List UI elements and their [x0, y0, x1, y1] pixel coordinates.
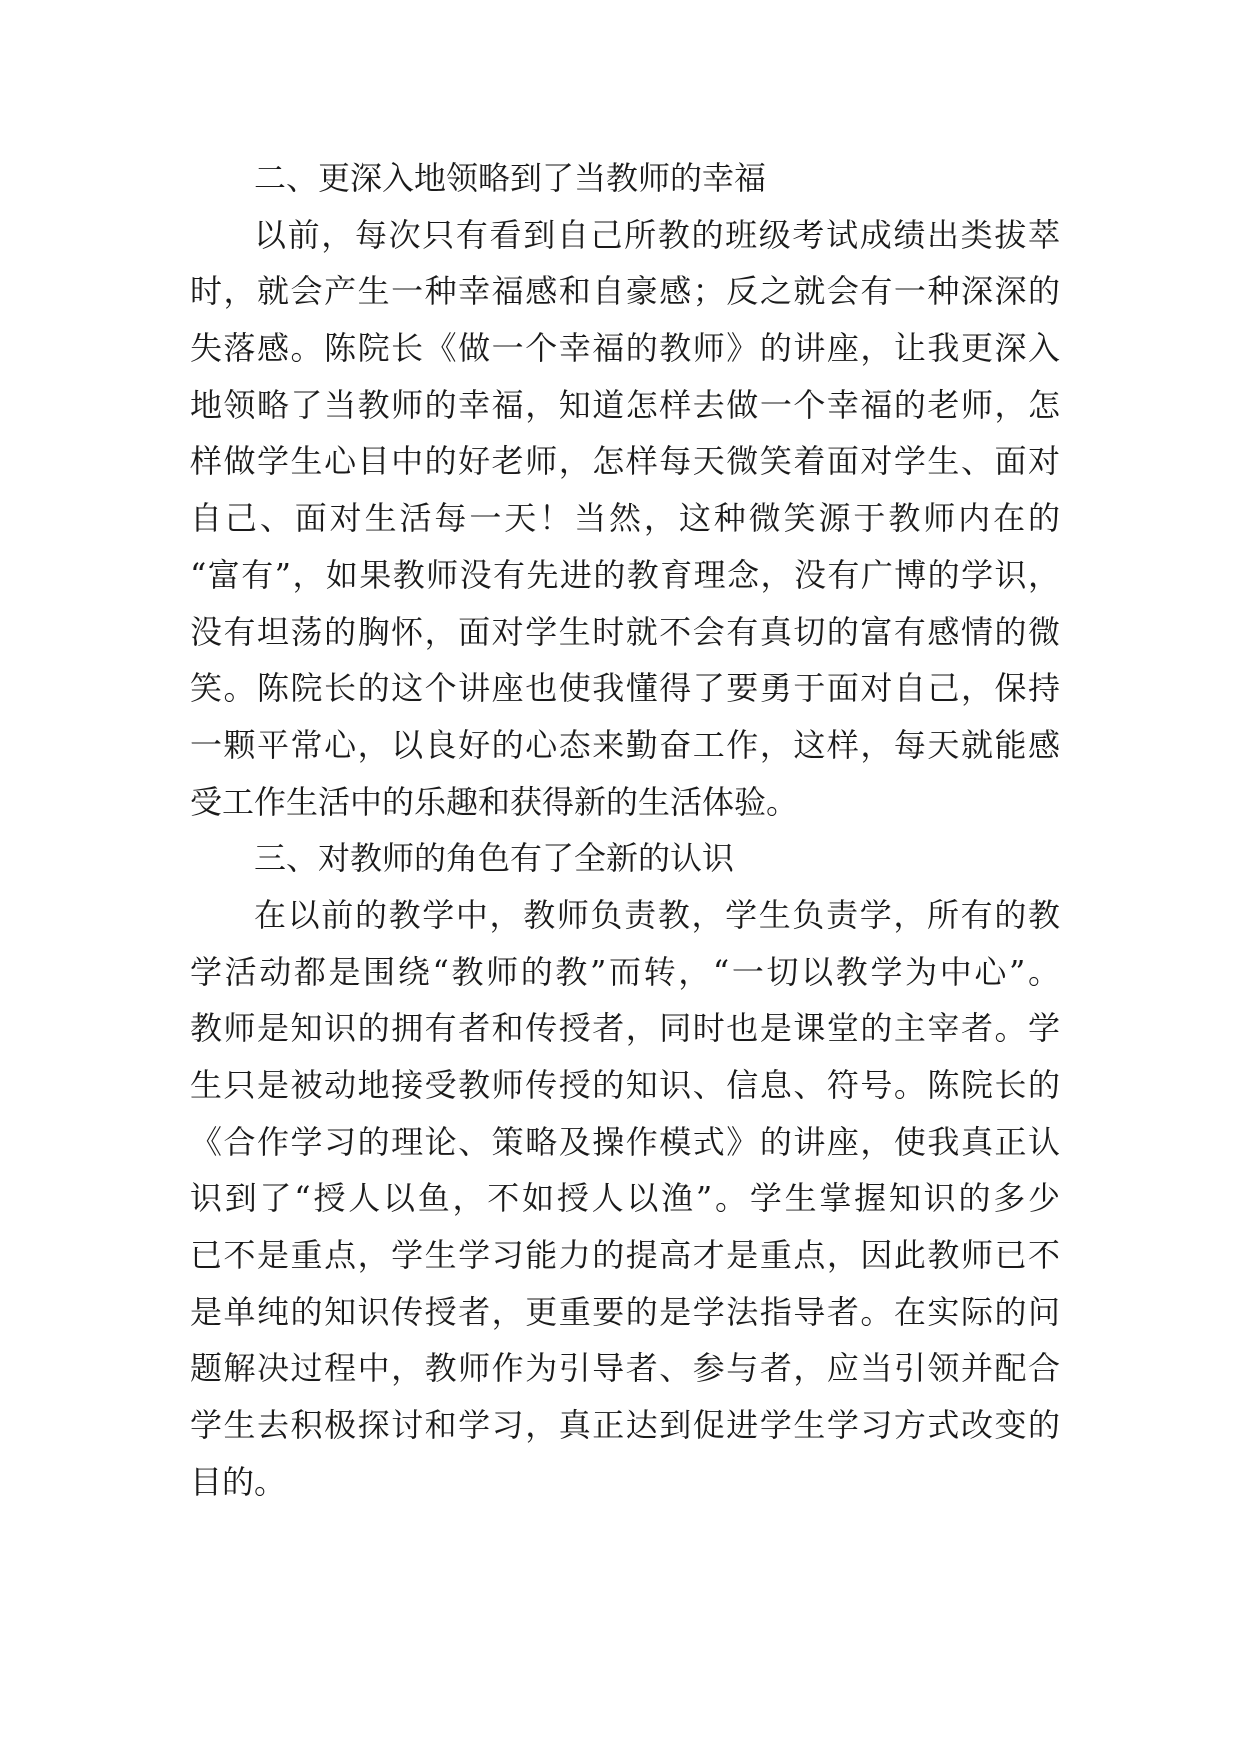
paragraph-line: “富有”，如果教师没有先进的教育理念，没有广博的学识，	[190, 555, 1060, 594]
paragraph-line: 是单纯的知识传授者，更重要的是学法指导者。在实际的问	[190, 1292, 1060, 1331]
paragraph-line: 样做学生心目中的好老师，怎样每天微笑着面对学生、面对	[190, 442, 1060, 481]
paragraph-line: 识到了“授人以鱼，不如授人以渔”。学生掌握知识的多少	[190, 1179, 1060, 1218]
paragraph-line: 目的。	[190, 1462, 287, 1501]
paragraph-line: 失落感。陈院长《做一个幸福的教师》的讲座，让我更深入	[190, 329, 1060, 368]
paragraph-line: 学活动都是围绕“教师的教”而转，“一切以教学为中心”。	[190, 952, 1060, 991]
paragraph-line: 没有坦荡的胸怀，面对学生时就不会有真切的富有感情的微	[190, 612, 1060, 651]
section-heading: 三、对教师的角色有了全新的认识	[254, 839, 735, 878]
paragraph-line: 在以前的教学中，教师负责教，学生负责学，所有的教	[254, 895, 1060, 934]
paragraph-line: 以前，每次只有看到自己所教的班级考试成绩出类拔萃	[254, 215, 1060, 254]
section-heading: 二、更深入地领略到了当教师的幸福	[254, 159, 767, 197]
paragraph-line: 已不是重点，学生学习能力的提高才是重点，因此教师已不	[190, 1236, 1060, 1275]
document-body	[190, 150, 1060, 1511]
paragraph-line: 受工作生活中的乐趣和获得新的生活体验。	[190, 782, 799, 821]
paragraph-line: 《合作学习的理论、策略及操作模式》的讲座，使我真正认	[190, 1122, 1060, 1161]
paragraph-line: 题解决过程中，教师作为引导者、参与者，应当引领并配合	[190, 1349, 1060, 1388]
paragraph-line: 时，就会产生一种幸福感和自豪感；反之就会有一种深深的	[190, 272, 1060, 311]
paragraph-line: 一颗平常心，以良好的心态来勤奋工作，这样，每天就能感	[190, 725, 1060, 764]
paragraph-line: 学生去积极探讨和学习，真正达到促进学生学习方式改变的	[190, 1406, 1060, 1445]
paragraph-line: 生只是被动地接受教师传授的知识、信息、符号。陈院长的	[190, 1066, 1060, 1104]
paragraph-line: 地领略了当教师的幸福，知道怎样去做一个幸福的老师，怎	[190, 385, 1060, 424]
paragraph-line: 教师是知识的拥有者和传授者，同时也是课堂的主宰者。学	[190, 1009, 1060, 1048]
paragraph-line: 自己、面对生活每一天！当然，这种微笑源于教师内在的	[190, 499, 1060, 538]
paragraph-line: 笑。陈院长的这个讲座也使我懂得了要勇于面对自己，保持	[190, 669, 1060, 708]
